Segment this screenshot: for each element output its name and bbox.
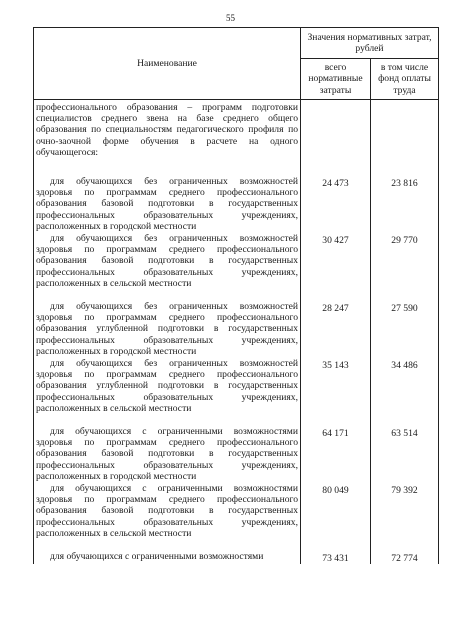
row-total: 73 431 bbox=[301, 551, 371, 564]
row-name: для обучающихся без ограниченных возможностей здоровья по программам среднего профессионального образования базовой подготовки в государственных профессиональных образовательных учреждениях, расположенных в городской местности bbox=[36, 176, 298, 232]
row-name: для обучающихся без ограниченных возможностей здоровья по программам среднего профессионального образования базовой подготовки в государственных профессиональных образовательных учреждениях, расположенных в сельской местности bbox=[36, 233, 298, 289]
cost-norms-table bbox=[33, 27, 439, 564]
row-labor-fund: 72 774 bbox=[371, 551, 439, 564]
row-total: 35 143 bbox=[301, 358, 371, 414]
header-labor-fund: в том числе фонд оплаты труда bbox=[371, 59, 439, 100]
row-total: 28 247 bbox=[301, 301, 371, 357]
table-row bbox=[34, 233, 439, 289]
row-total: 64 171 bbox=[301, 426, 371, 482]
table-row bbox=[34, 483, 439, 539]
table-row bbox=[34, 426, 439, 482]
page-number: 55 bbox=[226, 13, 235, 23]
row-labor-fund: 27 590 bbox=[371, 301, 439, 357]
row-labor-fund: 63 514 bbox=[371, 426, 439, 482]
row-total: 80 049 bbox=[301, 483, 371, 539]
row-labor-fund: 23 816 bbox=[371, 176, 439, 232]
table-row bbox=[34, 301, 439, 357]
table-row bbox=[34, 358, 439, 414]
row-name: для обучающихся с ограниченными возможностями здоровья по программам среднего профессионального образования базовой подготовки в государственных профессиональных образовательных учреждениях, расположенных в сельской местности bbox=[36, 483, 298, 539]
header-total: всего нормативные затраты bbox=[301, 59, 371, 100]
row-name: для обучающихся с ограниченными возможностями bbox=[50, 551, 264, 563]
row-name: для обучающихся без ограниченных возможностей здоровья по программам среднего профессионального образования углубленной подготовки в государственных профессиональных образовательных учреждениях, расположенных в сельской местности bbox=[36, 358, 298, 414]
row-name: для обучающихся с ограниченными возможностями здоровья по программам среднего профессионального образования базовой подготовки в государственных профессиональных образовательных учреждениях, расположенных в городской местности bbox=[36, 426, 298, 482]
header-name: Наименование bbox=[34, 28, 301, 100]
row-labor-fund: 29 770 bbox=[371, 233, 439, 289]
row-total: 24 473 bbox=[301, 176, 371, 232]
table-row-intro bbox=[34, 100, 439, 177]
row-labor-fund: 34 486 bbox=[371, 358, 439, 414]
table-row bbox=[34, 176, 439, 232]
row-total: 30 427 bbox=[301, 233, 371, 289]
table-row bbox=[34, 551, 439, 564]
row-labor-fund: 79 392 bbox=[371, 483, 439, 539]
intro-text: профессионального образования – программ подготовки специалистов среднего звена на базе среднего общего образования по специальностям педагогического профиля по очно-заочной форме обучения в расчете на одного обучающегося: bbox=[36, 102, 298, 158]
row-name: для обучающихся без ограниченных возможностей здоровья по программам среднего профессионального образования углубленной подготовки в государственных профессиональных образовательных учреждениях, расположенных в городской местности bbox=[36, 301, 298, 357]
header-values-group: Значения нормативных затрат, рублей bbox=[301, 28, 439, 59]
